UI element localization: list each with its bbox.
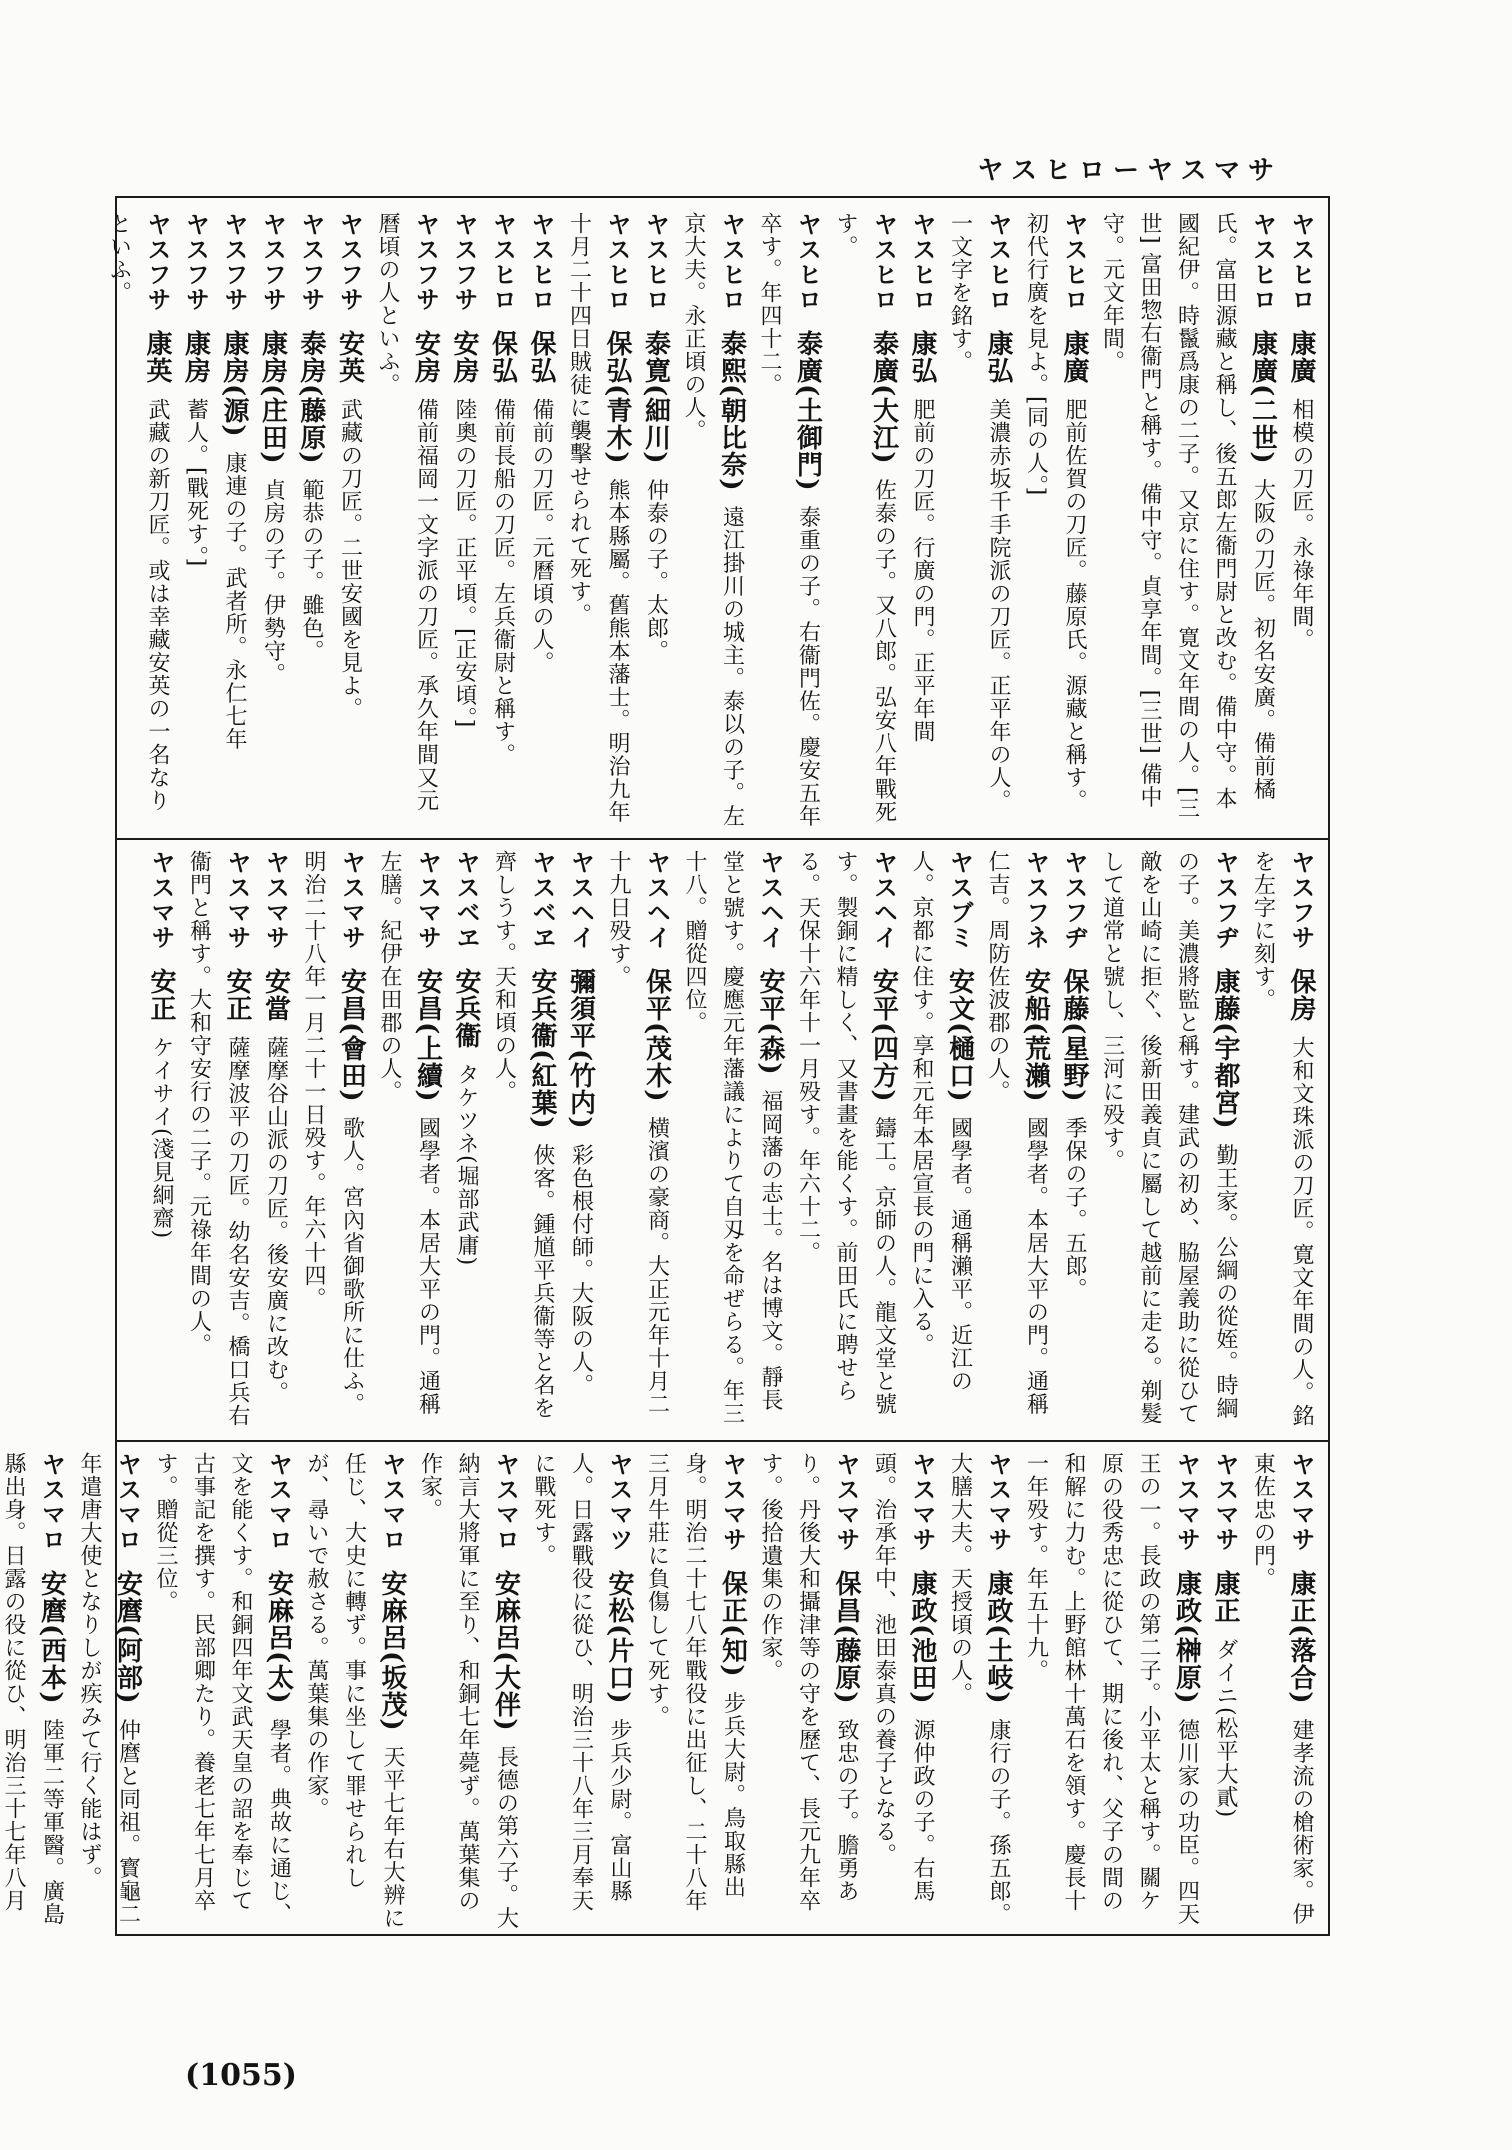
entry-name: 康政(土岐): [983, 1570, 1013, 1705]
headword: ヤスマツ: [605, 1452, 633, 1552]
entry-name: 安文(樋口): [944, 968, 975, 1103]
entry-name: 安昌(會田): [336, 968, 367, 1103]
dictionary-entry: [600, 850, 676, 1432]
headword: ヤスフサ: [450, 212, 478, 312]
entry-name: 康政(池田): [907, 1570, 937, 1705]
dictionary-entry: [0, 1452, 71, 1930]
dictionary-entry: [979, 850, 1055, 1432]
headword: ヤスマサ: [147, 850, 175, 950]
headword: ヤスヘイ: [566, 850, 595, 950]
headword: ヤスヒロ: [1287, 212, 1315, 312]
dictionary-entry: [1282, 212, 1321, 828]
entry-name: 安當: [260, 968, 291, 1022]
headword: ヤスマサ: [413, 850, 442, 950]
headword: ヤスブミ: [945, 850, 974, 950]
entry-name: 安英: [334, 330, 365, 384]
entry-text: 武藏の新刀匠。或は幸藏安英の一名なりといふ。: [106, 212, 170, 812]
entry-name: 康正(落合): [1286, 1570, 1316, 1705]
dictionary-entry: [295, 850, 371, 1432]
entry-name: 泰熙(朝比奈): [716, 330, 747, 492]
headword: ヤスマサ: [1211, 1452, 1239, 1552]
headword: ヤスマサ: [718, 1452, 747, 1552]
dictionary-entry: [1244, 850, 1320, 1432]
headword: ヤスマロ: [491, 1452, 520, 1552]
entry-text: 備前長船の刀匠。左兵衞尉と稱す。: [490, 398, 516, 766]
entry-name: 泰寛(細川): [640, 330, 671, 465]
headword: ヤスマサ: [337, 850, 366, 950]
dictionary-entry: [751, 212, 827, 828]
entry-name: 安麻呂(太): [263, 1570, 294, 1705]
entry-name: 泰廣(大江): [868, 330, 899, 465]
entry-name: 安正: [222, 968, 252, 1022]
entry-name: 保弘: [526, 330, 556, 384]
entry-name: 安昌(上續): [412, 968, 443, 1103]
entry-text: 天平七年右大辨に任じ、大史に轉ず。事に坐して罪せられしが、尋いで赦さる。萬葉集の作家。: [304, 1452, 405, 1930]
dictionary-entry: [253, 212, 292, 828]
headword: ヤスマロ: [264, 1452, 293, 1552]
entry-text: 遠江掛川の城主。泰以の子。左京大夫。永正頃の人。: [681, 212, 745, 828]
entry-name: 康政(榊原): [1171, 1570, 1202, 1705]
entry-text: 康行の子。孫五郎。大膳大夫。天授頃の人。: [947, 1452, 1011, 1926]
entry-text: 致忠の子。膽勇あり。丹後大和攝津等の守を歷て、長元九年卒す。後拾遺集の作家。: [758, 1452, 859, 1912]
dictionary-entry: [1017, 212, 1093, 828]
entry-text: 備前の刀匠。元曆頃の人。: [529, 398, 554, 674]
entry-name: 安兵衞: [451, 968, 481, 1049]
entry-name: 安麻呂(大伴): [490, 1570, 521, 1732]
entry-name: 泰房(藤原): [296, 330, 326, 465]
entry-name: 康廣: [1059, 330, 1089, 384]
entry-text: 肥前佐賀の刀匠。藤原氏。源藏と稱す。初代行廣を見よ。[同の人。]: [1023, 212, 1087, 812]
entry-text: ダイニ(松平大貳): [1213, 1638, 1238, 1819]
dictionary-entry: [827, 212, 903, 828]
dictionary-entry: [330, 212, 369, 828]
entry-text: 範恭の子。雖色。: [299, 478, 324, 663]
entry-text: 長德の第六子。大納言大將軍に至り、和銅七年薨ず。萬葉集の作家。: [417, 1452, 519, 1930]
dictionary-entry: [483, 212, 522, 828]
tier-bottom: [1, 1452, 1320, 1930]
headword: ヤスフネ: [1021, 850, 1050, 950]
tier-middle: [125, 850, 1320, 1432]
tier-divider: [117, 1440, 1328, 1442]
headword: ヤスフサ: [258, 212, 287, 312]
headword: ヤスフサ: [1287, 850, 1315, 950]
entry-text: 蓄人。[戰死す。]: [183, 398, 209, 568]
dictionary-entry: [1017, 1452, 1206, 1930]
dictionary-entry: [676, 850, 790, 1432]
entry-name: 保弘: [487, 330, 518, 384]
headword: ヤスヘイ: [756, 850, 784, 950]
entry-name: 安房: [449, 330, 479, 384]
dictionary-entry: [525, 1452, 639, 1930]
headword: ヤスマサ: [1287, 1452, 1315, 1552]
entry-name: 安麿(阿部): [112, 1570, 143, 1705]
entry-name: 彌須平(竹内): [565, 968, 596, 1130]
dictionary-entry: [636, 212, 675, 828]
dictionary-entry: [1244, 1452, 1320, 1930]
entry-name: 泰廣(土御門): [792, 330, 823, 492]
dictionary-entry: [1093, 212, 1282, 828]
headword: ヤスフサ: [143, 212, 171, 312]
entry-text: 國學者。本居大平の門。通稱左膳。紀伊在田郡の人。: [377, 850, 441, 1416]
dictionary-entry: [142, 850, 181, 1432]
entry-name: 康弘: [907, 330, 937, 384]
entry-name: 安平(森): [755, 968, 785, 1076]
headword: ヤスヒロ: [717, 212, 746, 312]
dictionary-entry: [1055, 850, 1094, 1432]
entry-text: 歌人。宮內省御歌所に仕ふ。明治二十八年一月二十一日殁す。年六十四。: [301, 850, 365, 1416]
entry-text: 福岡藩の志士。名は博文。靜長堂と號す。慶應元年藩議によりて自刄を命ぜらる。年三十八。贈從四位。: [682, 850, 783, 1425]
entry-text: 大和文珠派の刀匠。寛文年間の人。銘を左字に刻す。: [1250, 850, 1314, 1427]
entry-name: 安房: [410, 330, 441, 384]
headword: ヤスフサ: [220, 212, 248, 312]
entry-text: 國學者。通稱瀨平。近江の人。京都に住す。享和元年本居宣長の門に入る。: [909, 850, 973, 1393]
entry-text: 仲泰の子。太郎。: [643, 478, 669, 663]
dictionary-entry: [369, 212, 445, 828]
entry-text: 步兵大尉。鳥取縣出身。明治二十七八年戰役に出征し、二十八年三月牛莊に負傷して死す。: [644, 1452, 746, 1912]
entry-text: タケツネ(堀部武庸): [454, 1063, 479, 1267]
entry-text: 佐泰の子。又八郎。弘安八年戰死す。: [833, 212, 897, 824]
headword: ヤスマサ: [908, 1452, 936, 1552]
headword: ヤスマサ: [832, 1452, 860, 1552]
headword: ヤスヒロ: [488, 212, 517, 312]
entry-name: 康正: [1210, 1570, 1240, 1624]
entry-text: 熊本縣屬。舊熊本藩士。明治九年十月二十四日賊徒に襲擊せられて死す。: [566, 212, 630, 824]
entry-name: 安松(片口): [604, 1570, 634, 1705]
entry-name: 安平(四方): [868, 968, 899, 1103]
dictionary-entry: [445, 212, 484, 828]
entry-text: 備前福岡一文字派の刀匠。承久年間又元曆頃の人といふ。: [375, 212, 439, 812]
tier-divider: [117, 838, 1328, 840]
headword: ヤスヒロ: [603, 212, 631, 312]
headword: ヤスヒロ: [527, 212, 555, 312]
dictionary-entry: [447, 850, 486, 1432]
entry-text: 季保の子。五郎。: [1062, 1116, 1087, 1301]
entry-text: 建孝流の槍術家。伊東佐忠の門。: [1250, 1452, 1314, 1926]
dictionary-entry: [100, 212, 176, 828]
dictionary-entry: [292, 212, 331, 828]
entry-text: 學者。典故に通じ、文を能くす。和銅四年文武天皇の詔を奉じて古事記を撰す。民部卿たり。養老七年七月卒す。贈從三位。: [153, 1452, 292, 1926]
entry-name: 康房(源): [219, 330, 249, 438]
entry-name: 康英: [142, 330, 172, 384]
headword: ヤスベヱ: [528, 850, 556, 950]
entry-name: 康藤(宇都宮): [1210, 968, 1240, 1130]
entry-name: 保正(知): [717, 1570, 748, 1678]
page-number: (1055): [185, 2058, 297, 2093]
headword: ヤスフヂ: [1211, 850, 1239, 950]
entry-text: 薩摩波平の刀匠。幼名安吉。橋口兵右衞門と稱す。大和守安行の二子。元祿年間の人。: [186, 850, 250, 1427]
entry-text: 步兵少尉。富山縣人。日露戰役に從ひ、明治三十八年三月奉天に戰死す。: [531, 1452, 632, 1912]
entry-text: 源仲政の子。右馬頭。治承年中、池田泰真の養子となる。: [871, 1452, 935, 1903]
entry-text: 德川家の功臣。四天王の一。長政の第二子。小平太と稱す。關ケ原の役秀忠に從ひて、期に後れ、父子の間の和解に力む。上野館林十萬石を領す。慶長十一年殁す。年五十九。: [1023, 1452, 1200, 1926]
headword: ヤスヒロ: [908, 212, 936, 312]
dictionary-entry: [147, 1452, 298, 1930]
entry-name: 安船(荒瀨): [1020, 968, 1051, 1103]
headword: ヤスフサ: [297, 212, 325, 312]
headword: ヤスヘイ: [869, 850, 898, 950]
entry-name: 康房: [180, 330, 211, 384]
entry-text: ケイサイ(淺見絅齋): [149, 1036, 174, 1240]
dictionary-entry: [941, 212, 1017, 828]
headword: ヤスマサ: [223, 850, 251, 950]
headword: ヤスヒロ: [984, 212, 1012, 312]
entry-text: 美濃赤坂千手院派の刀匠。正平年の人。一文字を銘す。: [947, 212, 1011, 812]
dictionary-entry: [941, 1452, 1017, 1930]
dictionary-entry: [180, 850, 256, 1432]
headword: ヤスマサ: [984, 1452, 1012, 1552]
dictionary-entry: [903, 850, 979, 1432]
entry-text: 陸奧の刀匠。正平頃。[正安頃。]: [452, 398, 477, 729]
headword: ヤスベヱ: [452, 850, 480, 950]
headword: ヤスマロ: [113, 1452, 142, 1552]
entry-name: 康廣(二世): [1247, 330, 1278, 465]
headword: ヤスマサ: [1172, 1452, 1201, 1552]
dictionary-entry: [176, 212, 215, 828]
dictionary-entry: [752, 1452, 866, 1930]
dictionary-entry: [865, 1452, 941, 1930]
dictionary-entry: [411, 1452, 525, 1930]
entry-name: 安兵衞(紅葉): [527, 968, 557, 1130]
dictionary-entry: [638, 1452, 752, 1930]
headword: ヤスマロ: [37, 1452, 66, 1552]
headword: ヤスヘイ: [642, 850, 671, 950]
entry-text: 泰重の子。右衞門佐。慶安五年卒す。年四十二。: [757, 212, 821, 828]
dictionary-frame: [1, 196, 1330, 1936]
headword: ヤスヒロ: [793, 212, 822, 312]
dictionary-entry: [522, 212, 561, 828]
dictionary-entry: [256, 850, 295, 1432]
headword: ヤスヒロ: [641, 212, 670, 312]
headword: ヤスフサ: [181, 212, 210, 312]
dictionary-entry: [1206, 1452, 1245, 1930]
headword: ヤスヒロ: [1248, 212, 1277, 312]
headword: ヤスフサ: [335, 212, 364, 312]
entry-text: 國學者。本居大平の門。通稱仁吉。周防佐波郡の人。: [985, 850, 1049, 1416]
entry-text: 肥前の刀匠。行廣の門。正平年間: [910, 398, 935, 743]
entry-text: 彩色根付師。大阪の人。: [568, 1143, 594, 1397]
running-head: ヤスヒローヤスマサ: [977, 156, 1282, 186]
entry-text: 康連の子。武者所。永仁七年: [222, 451, 247, 751]
dictionary-entry: [903, 212, 942, 828]
headword: ヤスヒロ: [1060, 212, 1088, 312]
dictionary-entry: [485, 850, 561, 1432]
headword: ヤスヒロ: [869, 212, 898, 312]
entry-name: 安麿(西本): [36, 1570, 67, 1705]
entry-name: 保弘(青木): [602, 330, 632, 465]
entry-text: 相模の刀匠。永祿年間。: [1289, 398, 1314, 651]
entry-name: 康房(庄田): [257, 330, 288, 465]
entry-name: 康弘: [983, 330, 1013, 384]
entry-text: 陸軍二等軍醫。廣島縣出身。日露の役に從ひ、明治三十七年八月: [1, 1452, 65, 1926]
entry-text: 仲麿と同祖。寳龜二年遣唐大使となりしが疾みて行く能はず。: [77, 1452, 141, 1926]
entry-text: 横濱の豪商。大正元年十月二十九日殁す。: [606, 850, 670, 1416]
dictionary-entry: [371, 850, 447, 1432]
entry-text: 勤王家。公綱の從姪。時綱の子。美濃將監と稱す。建武の初め、脇屋義助に從ひて敵を山崎に拒ぐ、後新田義貞に屬して越前に走る。剃髮して道常と號し、三河に殁す。: [1099, 850, 1238, 1425]
dictionary-entry: [298, 1452, 412, 1930]
headword: ヤスマサ: [261, 850, 290, 950]
dictionary-entry: [560, 212, 636, 828]
entry-text: 武藏の刀匠。二世安國を見よ。: [337, 398, 363, 720]
entry-name: 安正: [146, 968, 176, 1022]
dictionary-entry: [561, 850, 600, 1432]
entry-name: 保昌(藤原): [831, 1570, 861, 1705]
entry-name: 保平(茂木): [641, 968, 672, 1103]
entry-name: 保房: [1286, 968, 1316, 1022]
dictionary-entry: [71, 1452, 147, 1930]
entry-text: 薩摩谷山派の刀匠。後安廣に改む。: [263, 1036, 289, 1404]
entry-text: 貞房の子。伊勢守。: [260, 478, 286, 686]
dictionary-entry: [215, 212, 254, 828]
entry-text: 俠客。鍾馗平兵衞等と名を齊しうす。天和頃の人。: [491, 850, 555, 1420]
dictionary-entry: [675, 212, 751, 828]
entry-text: 大阪の刀匠。初名安廣。備前橘氏。富田源藏と稱し、後五郎左衞門尉と改む。備中守。本國紀伊。時鬣爲康の二子。又京に住す。寛文年間の人。[三世] 富田惣右衞門と稱す。備中守。貞享年間。[三世] 備中守。元文年間。: [1099, 212, 1276, 820]
headword: ヤスフサ: [411, 212, 440, 312]
dictionary-entry: [789, 850, 903, 1432]
dictionary-entry: [1093, 850, 1244, 1432]
entry-name: 安麻呂(坂茂): [377, 1570, 407, 1732]
entry-name: 保藤(星野): [1059, 968, 1089, 1103]
entry-name: 康廣: [1286, 330, 1316, 384]
headword: ヤスフヂ: [1060, 850, 1088, 950]
entry-text: 鑄工。京師の人。龍文堂と號す。製銅に精しく、又書畫を能くす。前田氏に聘せらる。天保十六年十一月殁す。年六十二。: [795, 850, 897, 1416]
headword: ヤスマロ: [378, 1452, 406, 1552]
tier-top: [106, 212, 1320, 828]
